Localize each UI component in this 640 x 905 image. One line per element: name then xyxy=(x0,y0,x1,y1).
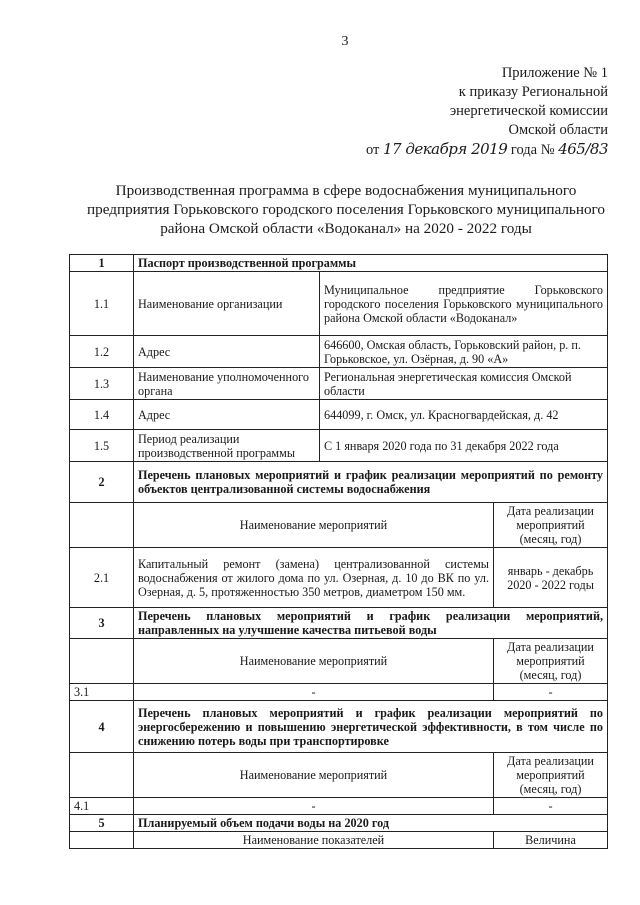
section4-header xyxy=(70,701,608,753)
row-number: 1.1 xyxy=(70,272,134,336)
section2-number: 2 xyxy=(70,462,134,503)
col-date-header: Дата реализации мероприятий (месяц, год) xyxy=(494,639,608,684)
row-text: - xyxy=(134,684,494,701)
section5-title: Планируемый объем подачи воды на 2020 год xyxy=(134,815,608,832)
col-indicator-header: Наименование показателей xyxy=(134,832,494,849)
table-row xyxy=(70,368,608,400)
table-row xyxy=(70,430,608,462)
row-text: Капитальный ремонт (замена) централизованной системы водоснабжения от жилого дома по ул. Озерная, д. 10 до ВК по ул. Озерная, д. 5, протяженностью 350 метров, диаметром 150 мм. xyxy=(134,548,494,608)
program-table xyxy=(69,254,608,849)
row-label: Адрес xyxy=(134,336,320,368)
row-number: 3.1 xyxy=(70,684,134,701)
empty-cell xyxy=(70,639,134,684)
row-value: С 1 января 2020 года по 31 декабря 2022 года xyxy=(320,430,608,462)
section1-title: Паспорт производственной программы xyxy=(134,255,608,272)
row-number: 2.1 xyxy=(70,548,134,608)
section4-title: Перечень плановых мероприятий и график реализации мероприятий по энергосбережению и повышению энергетической эффективности, в том числе по снижению потерь воды при транспортировке xyxy=(134,701,608,753)
row-label: Адрес xyxy=(134,400,320,430)
col-date-header: Дата реализации мероприятий (месяц, год) xyxy=(494,753,608,798)
row-value: Муниципальное предприятие Горьковского городского поселения Горьковского муниципального района Омской области «Водоканал» xyxy=(320,272,608,336)
section2-column-headers xyxy=(70,503,608,548)
col-name-header: Наименование мероприятий xyxy=(134,753,494,798)
appendix-line2: к приказу Региональной xyxy=(458,84,608,100)
empty-cell xyxy=(70,503,134,548)
table-row xyxy=(70,336,608,368)
empty-cell xyxy=(70,753,134,798)
section1-number: 1 xyxy=(70,255,134,272)
section3-column-headers xyxy=(70,639,608,684)
table-row xyxy=(70,798,608,815)
col-value-header: Величина xyxy=(494,832,608,849)
section2-title: Перечень плановых мероприятий и график реализации мероприятий по ремонту объектов централизованной системы водоснабжения xyxy=(134,462,608,503)
row-number: 4.1 xyxy=(70,798,134,815)
section3-header xyxy=(70,608,608,639)
page-number: 3 xyxy=(341,34,349,49)
document-title: Производственная программа в сфере водоснабжения муниципального предприятия Горьковского городского поселения Горьковского муниципального района Омской области «Водоканал» на 2020 - 2022 годы xyxy=(86,182,606,237)
appendix-date-line xyxy=(366,140,608,160)
section5-column-headers xyxy=(70,832,608,849)
section5-number: 5 xyxy=(70,815,134,832)
row-label: Наименование организации xyxy=(134,272,320,336)
section1-header xyxy=(70,255,608,272)
row-number: 1.4 xyxy=(70,400,134,430)
col-name-header: Наименование мероприятий xyxy=(134,639,494,684)
handwritten-order-number: 465/83 xyxy=(558,140,608,158)
section5-header xyxy=(70,815,608,832)
section4-column-headers xyxy=(70,753,608,798)
row-label: Наименование уполномоченного органа xyxy=(134,368,320,400)
appendix-line4: Омской области xyxy=(508,122,608,138)
table-row xyxy=(70,272,608,336)
row-date: - xyxy=(494,684,608,701)
handwritten-date: 17 декабря 2019 xyxy=(382,140,508,158)
row-label: Период реализации производственной программы xyxy=(134,430,320,462)
appendix-header xyxy=(366,64,608,160)
row-date: январь - декабрь 2020 - 2022 годы xyxy=(494,548,608,608)
row-number: 1.2 xyxy=(70,336,134,368)
row-number: 1.3 xyxy=(70,368,134,400)
table-row xyxy=(70,400,608,430)
section3-title: Перечень плановых мероприятий и график реализации мероприятий, направленных на улучшение качества питьевой воды xyxy=(134,608,608,639)
appendix-line3: энергетической комиссии xyxy=(449,103,608,119)
row-number: 1.5 xyxy=(70,430,134,462)
row-date: - xyxy=(494,798,608,815)
date-mid: года № xyxy=(510,142,555,158)
section3-number: 3 xyxy=(70,608,134,639)
appendix-line1: Приложение № 1 xyxy=(501,65,608,81)
section4-number: 4 xyxy=(70,701,134,753)
section2-header xyxy=(70,462,608,503)
row-text: - xyxy=(134,798,494,815)
row-value: 646600, Омская область, Горьковский район, р. п. Горьковское, ул. Озёрная, д. 90 «А» xyxy=(320,336,608,368)
row-value: Региональная энергетическая комиссия Омской области xyxy=(320,368,608,400)
date-prefix: от xyxy=(365,142,380,158)
col-name-header: Наименование мероприятий xyxy=(134,503,494,548)
table-row xyxy=(70,548,608,608)
col-date-header: Дата реализации мероприятий (месяц, год) xyxy=(494,503,608,548)
table-row xyxy=(70,684,608,701)
empty-cell xyxy=(70,832,134,849)
row-value: 644099, г. Омск, ул. Красногвардейская, д. 42 xyxy=(320,400,608,430)
